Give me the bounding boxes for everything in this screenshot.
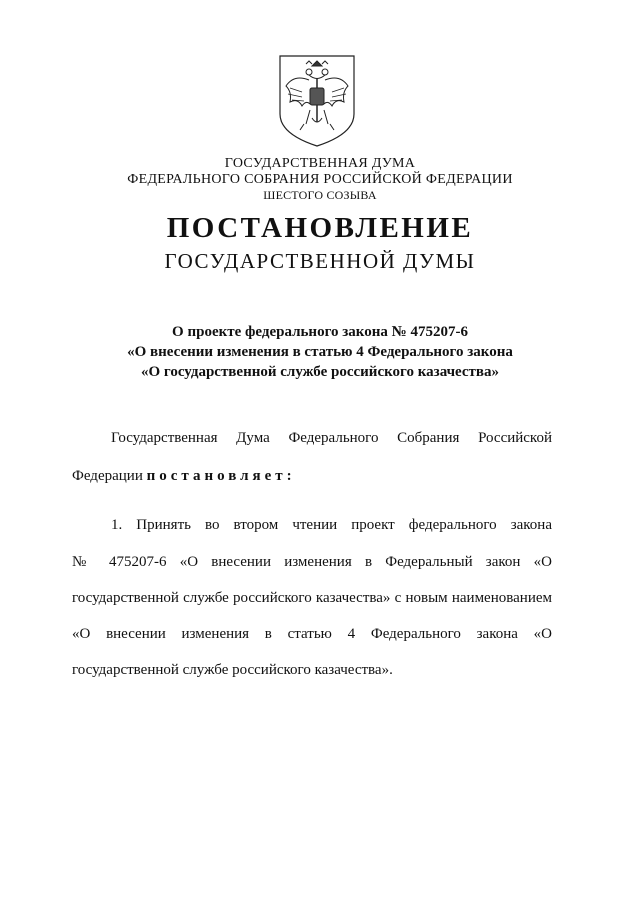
coat-of-arms-emblem <box>276 52 358 148</box>
header-line-convocation: ШЕСТОГО СОЗЫВА <box>263 188 377 202</box>
bill-title-line: «О внесении изменения в статью 4 Федерального закона <box>127 344 513 360</box>
document-subtitle: ГОСУДАРСТВЕННОЙ ДУМЫ <box>164 249 476 273</box>
clause-line: государственной службе российского казачества» с новым наименованием <box>72 590 552 606</box>
bill-title-line: «О государственной службе российского казачества» <box>140 364 500 380</box>
clause-line: № 475207-6 «О внесении изменения в Федеральный закон «О <box>72 554 552 570</box>
preamble-line <box>72 468 552 485</box>
preamble-text: Федерации <box>72 468 147 484</box>
preamble-line: Государственная Дума Федерального Собрания Российской <box>111 430 552 446</box>
header-line-state-duma: ГОСУДАРСТВЕННАЯ ДУМА <box>224 156 416 171</box>
header-line-federal-assembly: ФЕДЕРАЛЬНОГО СОБРАНИЯ РОССИЙСКОЙ ФЕДЕРАЦИИ <box>127 172 513 187</box>
document-title: ПОСТАНОВЛЕНИЕ <box>166 212 474 244</box>
clause-line: 1. Принять во втором чтении проект федерального закона <box>111 517 552 533</box>
clause-line: «О внесении изменения в статью 4 Федерального закона «О <box>72 626 552 642</box>
resolution-verb: постановляет: <box>146 468 296 484</box>
clause-line: государственной службе российского казачества». <box>72 662 393 678</box>
bill-title-line: О проекте федерального закона № 475207-6 <box>172 324 468 340</box>
